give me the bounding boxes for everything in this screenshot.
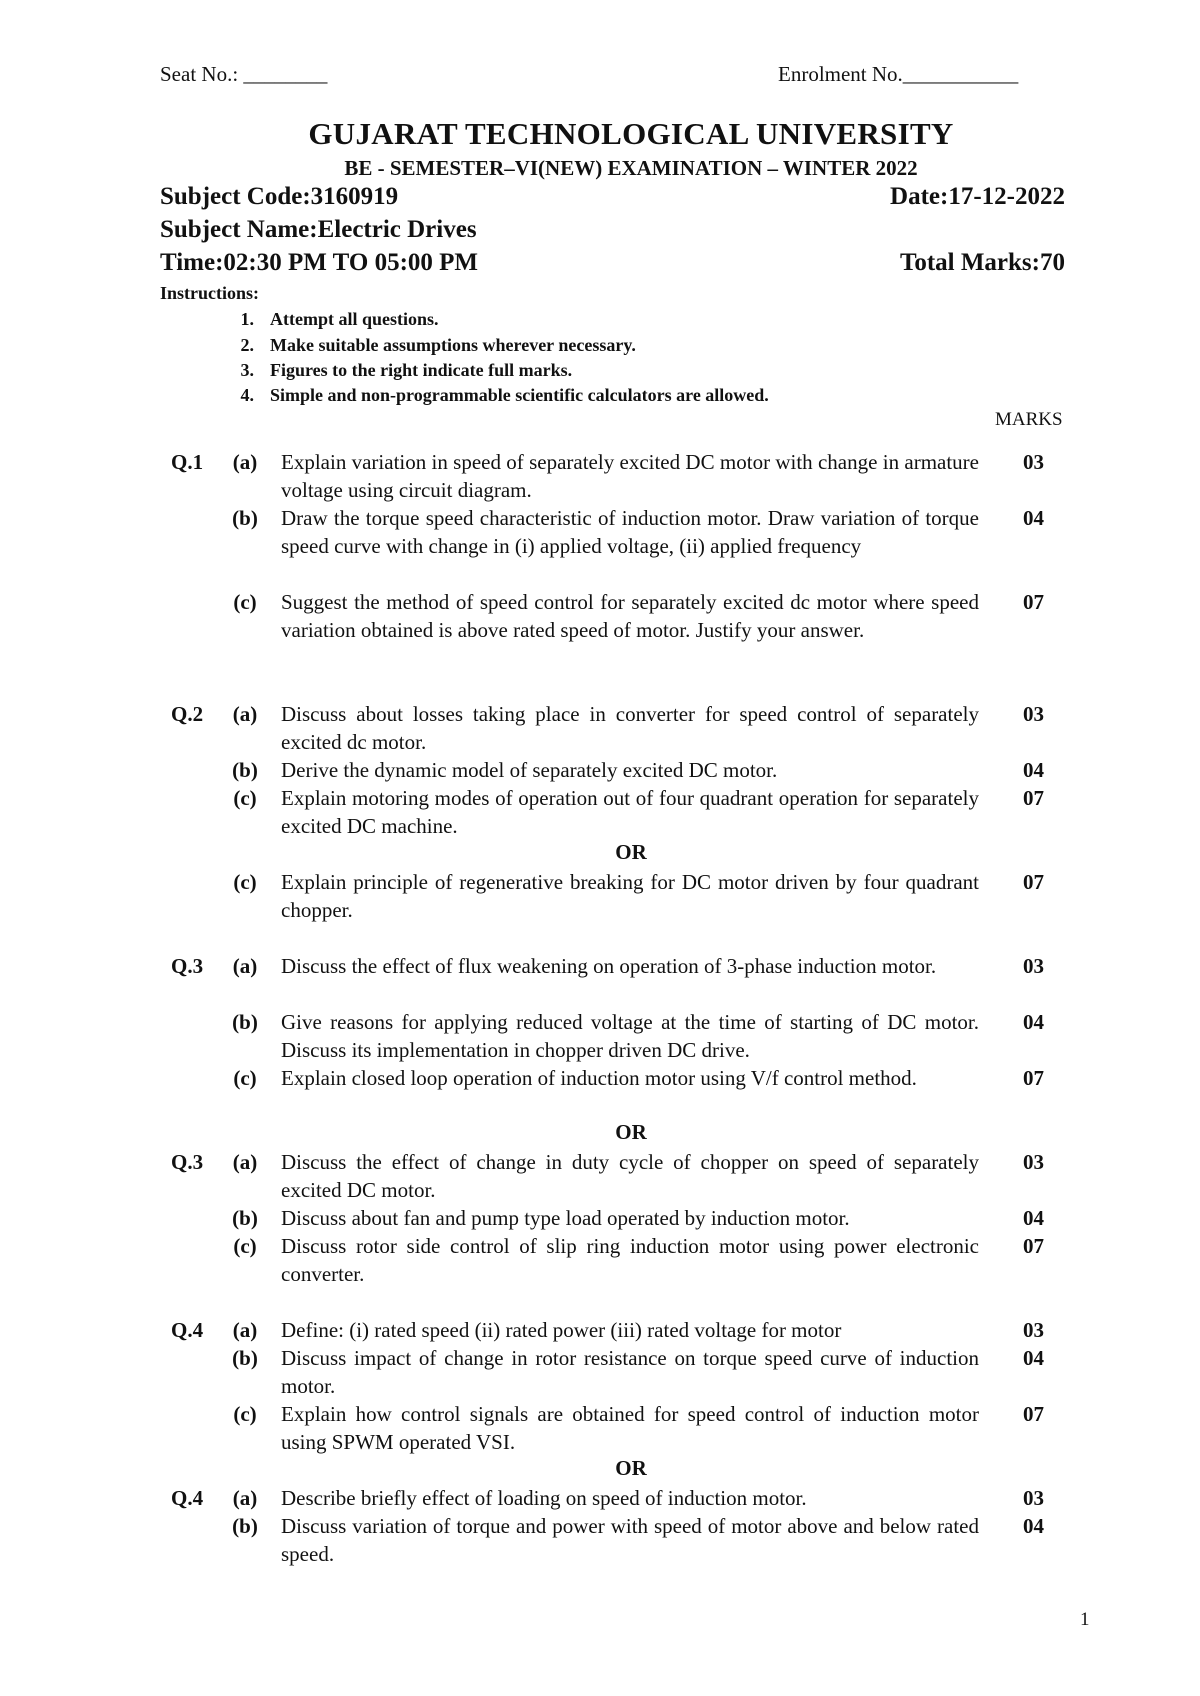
question-part: (b) bbox=[232, 1010, 258, 1034]
question-marks: 04 bbox=[1023, 1346, 1044, 1370]
question-part: (c) bbox=[233, 1066, 257, 1090]
question-number: Q.3 bbox=[171, 954, 204, 978]
instruction-item: 1. Attempt all questions. bbox=[240, 309, 439, 329]
question-text: Discuss rotor side control of slip ring induction motor using power electronic converter. bbox=[281, 1234, 979, 1286]
question-part: (b) bbox=[232, 1346, 258, 1370]
page-number: 1 bbox=[1080, 1609, 1090, 1630]
question-marks: 03 bbox=[1023, 1318, 1044, 1342]
question-part: (c) bbox=[233, 786, 257, 810]
question-text: Discuss variation of torque and power with speed of motor above and below rated speed. bbox=[281, 1514, 979, 1566]
question-marks: 07 bbox=[1023, 1234, 1044, 1258]
question-part: (a) bbox=[232, 1318, 258, 1342]
instruction-item: 4. Simple and non-programmable scientific calculators are allowed. bbox=[240, 385, 769, 405]
question-part: (b) bbox=[232, 1514, 258, 1538]
question-text: Define: (i) rated speed (ii) rated power (iii) rated voltage for motor bbox=[281, 1318, 842, 1342]
subject-code-row bbox=[160, 183, 1065, 211]
question-marks: 07 bbox=[1023, 786, 1044, 810]
question-marks: 03 bbox=[1023, 954, 1044, 978]
instructions-title: Instructions: bbox=[160, 283, 260, 303]
question-marks: 07 bbox=[1023, 1066, 1044, 1090]
subject-name: Subject Name:Electric Drives bbox=[160, 216, 477, 243]
question-text: Suggest the method of speed control for separately excited dc motor where speed variation obtained is above rated speed of motor. Justify your answer. bbox=[281, 590, 979, 642]
instruction-item: 3. Figures to the right indicate full marks. bbox=[240, 360, 573, 380]
question-marks: 04 bbox=[1023, 1514, 1044, 1538]
subject-name-row bbox=[160, 216, 1065, 244]
question-text: Explain closed loop operation of induction motor using V/f control method. bbox=[281, 1066, 917, 1090]
marks-column-header: MARKS bbox=[995, 409, 1063, 430]
seat-no: Seat No.: ________ bbox=[160, 62, 328, 86]
or-separator: OR bbox=[615, 1120, 647, 1144]
question-text: Describe briefly effect of loading on speed of induction motor. bbox=[281, 1486, 807, 1510]
or-separator: OR bbox=[615, 840, 647, 864]
exam-title: BE - SEMESTER–VI(NEW) EXAMINATION – WINTER 2022 bbox=[344, 156, 918, 180]
question-part: (c) bbox=[233, 1234, 257, 1258]
exam-date: Date:17-12-2022 bbox=[890, 183, 1065, 210]
question-marks: 03 bbox=[1023, 1150, 1044, 1174]
question-marks: 03 bbox=[1023, 1486, 1044, 1510]
question-part: (c) bbox=[233, 590, 257, 614]
question-text: Explain variation in speed of separately excited DC motor with change in armature voltage using circuit diagram. bbox=[281, 450, 979, 502]
exam-time: Time:02:30 PM TO 05:00 PM bbox=[160, 249, 479, 276]
question-part: (a) bbox=[232, 450, 258, 474]
question-marks: 03 bbox=[1023, 450, 1044, 474]
question-marks: 07 bbox=[1023, 870, 1044, 894]
question-text: Discuss about losses taking place in converter for speed control of separately excited dc motor. bbox=[281, 702, 979, 754]
or-separator: OR bbox=[615, 1456, 647, 1480]
question-marks: 04 bbox=[1023, 1010, 1044, 1034]
instruction-item: 2. Make suitable assumptions wherever necessary. bbox=[240, 335, 636, 355]
question-part: (a) bbox=[232, 702, 258, 726]
question-number: Q.4 bbox=[171, 1486, 204, 1510]
question-number: Q.2 bbox=[171, 702, 204, 726]
enrolment-no: Enrolment No.___________ bbox=[778, 62, 1019, 86]
question-part: (a) bbox=[232, 954, 258, 978]
question-text: Discuss the effect of flux weakening on operation of 3-phase induction motor. bbox=[281, 954, 937, 978]
question-text: Give reasons for applying reduced voltage at the time of starting of DC motor. Discuss its implementation in chopper driven DC drive. bbox=[281, 1010, 979, 1062]
total-marks: Total Marks:70 bbox=[899, 249, 1065, 276]
question-text: Explain principle of regenerative breaking for DC motor driven by four quadrant chopper. bbox=[281, 870, 979, 922]
question-number: Q.3 bbox=[171, 1150, 204, 1174]
question-part: (a) bbox=[232, 1486, 258, 1510]
question-text: Discuss about fan and pump type load operated by induction motor. bbox=[281, 1206, 850, 1230]
question-part: (c) bbox=[233, 870, 257, 894]
time-row bbox=[160, 249, 1065, 277]
question-text: Derive the dynamic model of separately excited DC motor. bbox=[281, 758, 778, 782]
question-part: (a) bbox=[232, 1150, 258, 1174]
question-part: (b) bbox=[232, 1206, 258, 1230]
question-marks: 04 bbox=[1023, 758, 1044, 782]
university-title: GUJARAT TECHNOLOGICAL UNIVERSITY bbox=[308, 116, 954, 151]
question-marks: 04 bbox=[1023, 506, 1044, 530]
question-text: Explain motoring modes of operation out of four quadrant operation for separately excited DC machine. bbox=[281, 786, 979, 838]
question-number: Q.1 bbox=[171, 450, 204, 474]
question-marks: 04 bbox=[1023, 1206, 1044, 1230]
question-part: (b) bbox=[232, 758, 258, 782]
question-part: (c) bbox=[233, 1402, 257, 1426]
subject-code: Subject Code:3160919 bbox=[160, 183, 399, 210]
question-text: Discuss the effect of change in duty cycle of chopper on speed of separately excited DC motor. bbox=[281, 1150, 979, 1202]
question-text: Explain how control signals are obtained for speed control of induction motor using SPWM operated VSI. bbox=[281, 1402, 979, 1454]
question-marks: 07 bbox=[1023, 590, 1044, 614]
question-text: Discuss impact of change in rotor resistance on torque speed curve of induction motor. bbox=[281, 1346, 979, 1398]
question-text: Draw the torque speed characteristic of induction motor. Draw variation of torque speed curve with change in (i) applied voltage, (ii) applied frequency bbox=[281, 506, 979, 558]
question-number: Q.4 bbox=[171, 1318, 204, 1342]
question-marks: 07 bbox=[1023, 1402, 1044, 1426]
question-part: (b) bbox=[232, 506, 258, 530]
question-marks: 03 bbox=[1023, 702, 1044, 726]
